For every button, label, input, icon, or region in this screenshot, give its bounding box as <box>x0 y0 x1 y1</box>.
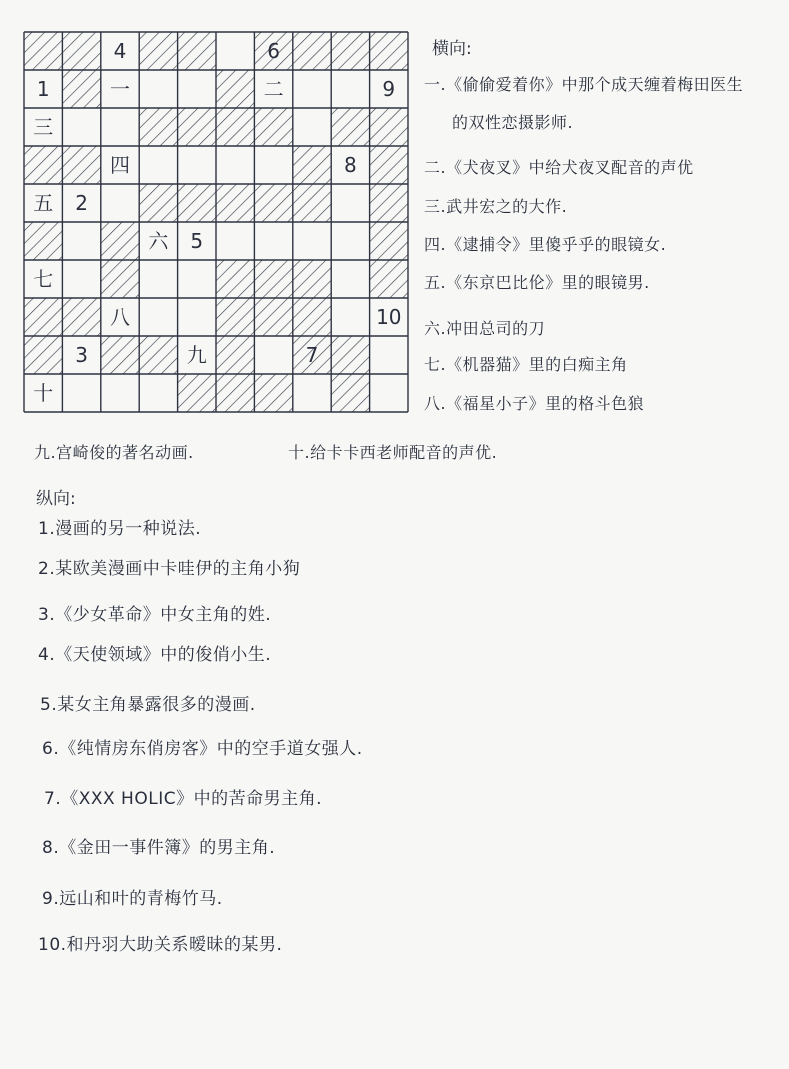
down-clue-8: 8.《金田一事件簿》的男主角. <box>42 838 276 858</box>
blank-cell[interactable] <box>216 146 254 184</box>
blank-cell[interactable] <box>331 184 369 222</box>
clue-number-label: 6 <box>267 39 280 63</box>
shaded-cell <box>216 374 254 412</box>
shaded-cell <box>216 298 254 336</box>
shaded-cell <box>139 32 177 70</box>
down-title: 纵向: <box>36 489 76 509</box>
shaded-cell <box>178 374 216 412</box>
blank-cell[interactable] <box>216 32 254 70</box>
shaded-cell <box>293 146 331 184</box>
shaded-cell <box>24 146 62 184</box>
clue-number-label: 7 <box>305 343 319 367</box>
shaded-cell <box>370 146 408 184</box>
clue-number-label: 四 <box>110 153 130 177</box>
across-clue-10: 十.给卡卡西老师配音的声优. <box>288 443 498 462</box>
shaded-cell <box>216 70 254 108</box>
shaded-cell <box>293 260 331 298</box>
down-clue-10: 10.和丹羽大助关系暧昧的某男. <box>38 935 283 955</box>
across-clue-2: 二.《犬夜叉》中给犬夜叉配音的声优 <box>424 158 694 177</box>
across-clue-3: 三.武井宏之的大作. <box>424 197 568 216</box>
blank-cell[interactable] <box>178 298 216 336</box>
shaded-cell <box>62 32 100 70</box>
clue-number-label: 三 <box>33 115 54 139</box>
shaded-cell <box>331 336 369 374</box>
shaded-cell <box>254 108 292 146</box>
across-clue-5: 五.《东京巴比伦》里的眼镜男. <box>424 273 650 292</box>
shaded-cell <box>216 184 254 222</box>
across-clue-1: 一.《偷偷爱着你》中那个成天缠着梅田医生 <box>424 75 744 94</box>
blank-cell[interactable] <box>293 70 331 108</box>
shaded-cell <box>370 32 408 70</box>
blank-cell[interactable] <box>101 184 139 222</box>
blank-cell[interactable] <box>62 260 100 298</box>
clue-number-label: 九 <box>186 343 207 367</box>
blank-cell[interactable] <box>139 70 177 108</box>
clue-number-label: 5 <box>190 229 204 253</box>
blank-cell[interactable] <box>101 108 139 146</box>
blank-cell[interactable] <box>178 260 216 298</box>
down-clue-6: 6.《纯情房东俏房客》中的空手道女强人. <box>42 739 363 759</box>
shaded-cell <box>254 374 292 412</box>
shaded-cell <box>216 260 254 298</box>
clue-number-label: 一 <box>110 77 130 101</box>
shaded-cell <box>62 298 100 336</box>
shaded-cell <box>293 298 331 336</box>
down-clue-9: 9.远山和叶的青梅竹马. <box>42 889 223 909</box>
clue-number-label: 七 <box>33 267 54 291</box>
clue-number-label: 1 <box>36 77 50 101</box>
across-clue-6: 六.冲田总司的刀 <box>424 319 546 338</box>
shaded-cell <box>139 108 177 146</box>
across-clue-4: 四.《逮捕令》里傻乎乎的眼镜女. <box>424 235 667 254</box>
blank-cell[interactable] <box>139 260 177 298</box>
shaded-cell <box>101 222 139 260</box>
shaded-cell <box>216 336 254 374</box>
blank-cell[interactable] <box>62 374 100 412</box>
blank-cell[interactable] <box>216 222 254 260</box>
across-title: 横向: <box>432 39 472 59</box>
shaded-cell <box>101 336 139 374</box>
shaded-cell <box>139 184 177 222</box>
blank-cell[interactable] <box>293 108 331 146</box>
clue-number-label: 10 <box>376 305 402 329</box>
blank-cell[interactable] <box>101 374 139 412</box>
blank-cell[interactable] <box>254 146 292 184</box>
shaded-cell <box>254 184 292 222</box>
blank-cell[interactable] <box>62 108 100 146</box>
shaded-cell <box>62 70 100 108</box>
blank-cell[interactable] <box>178 146 216 184</box>
clue-number-label: 二 <box>263 77 284 101</box>
clue-number-label: 十 <box>33 381 54 405</box>
blank-cell[interactable] <box>139 298 177 336</box>
blank-cell[interactable] <box>254 336 292 374</box>
blank-cell[interactable] <box>293 222 331 260</box>
down-clue-3: 3.《少女革命》中女主角的姓. <box>38 605 272 625</box>
shaded-cell <box>370 108 408 146</box>
shaded-cell <box>24 222 62 260</box>
crossword-grid <box>0 0 789 420</box>
clue-number-label: 六 <box>148 229 169 253</box>
across-clue-7: 七.《机器猫》里的白痴主角 <box>424 355 628 374</box>
down-clue-1: 1.漫画的另一种说法. <box>38 519 202 539</box>
blank-cell[interactable] <box>62 222 100 260</box>
shaded-cell <box>331 32 369 70</box>
down-clue-2: 2.某欧美漫画中卡哇伊的主角小狗 <box>38 559 301 579</box>
shaded-cell <box>24 298 62 336</box>
shaded-cell <box>178 184 216 222</box>
blank-cell[interactable] <box>331 70 369 108</box>
shaded-cell <box>62 146 100 184</box>
shaded-cell <box>331 108 369 146</box>
shaded-cell <box>178 32 216 70</box>
blank-cell[interactable] <box>331 260 369 298</box>
shaded-cell <box>254 298 292 336</box>
clue-number-label: 4 <box>113 39 127 63</box>
shaded-cell <box>254 260 292 298</box>
blank-cell[interactable] <box>293 374 331 412</box>
down-clue-7: 7.《XXX HOLIC》中的苦命男主角. <box>44 789 322 809</box>
shaded-cell <box>370 222 408 260</box>
shaded-cell <box>370 260 408 298</box>
shaded-cell <box>101 260 139 298</box>
shaded-cell <box>370 184 408 222</box>
across-clue-1-cont: 的双性恋摄影师. <box>452 113 574 132</box>
across-clue-8: 八.《福星小子》里的格斗色狼 <box>424 394 645 413</box>
shaded-cell <box>331 374 369 412</box>
clue-number-label: 2 <box>75 191 88 215</box>
clue-number-label: 8 <box>344 153 357 177</box>
blank-cell[interactable] <box>370 374 408 412</box>
shaded-cell <box>293 184 331 222</box>
clue-number-label: 五 <box>33 191 54 215</box>
shaded-cell <box>293 32 331 70</box>
blank-cell[interactable] <box>331 222 369 260</box>
blank-cell[interactable] <box>139 374 177 412</box>
across-clue-9: 九.宫崎俊的著名动画. <box>34 443 194 462</box>
clue-number-label: 3 <box>75 343 88 367</box>
shaded-cell <box>24 336 62 374</box>
blank-cell[interactable] <box>331 298 369 336</box>
shaded-cell <box>139 336 177 374</box>
down-clue-5: 5.某女主角暴露很多的漫画. <box>40 695 256 715</box>
down-clue-4: 4.《天使领域》中的俊俏小生. <box>38 645 272 665</box>
blank-cell[interactable] <box>139 146 177 184</box>
shaded-cell <box>216 108 254 146</box>
blank-cell[interactable] <box>178 70 216 108</box>
shaded-cell <box>24 32 62 70</box>
shaded-cell <box>178 108 216 146</box>
clue-number-label: 9 <box>382 77 396 101</box>
blank-cell[interactable] <box>254 222 292 260</box>
blank-cell[interactable] <box>370 336 408 374</box>
clue-number-label: 八 <box>110 305 130 329</box>
